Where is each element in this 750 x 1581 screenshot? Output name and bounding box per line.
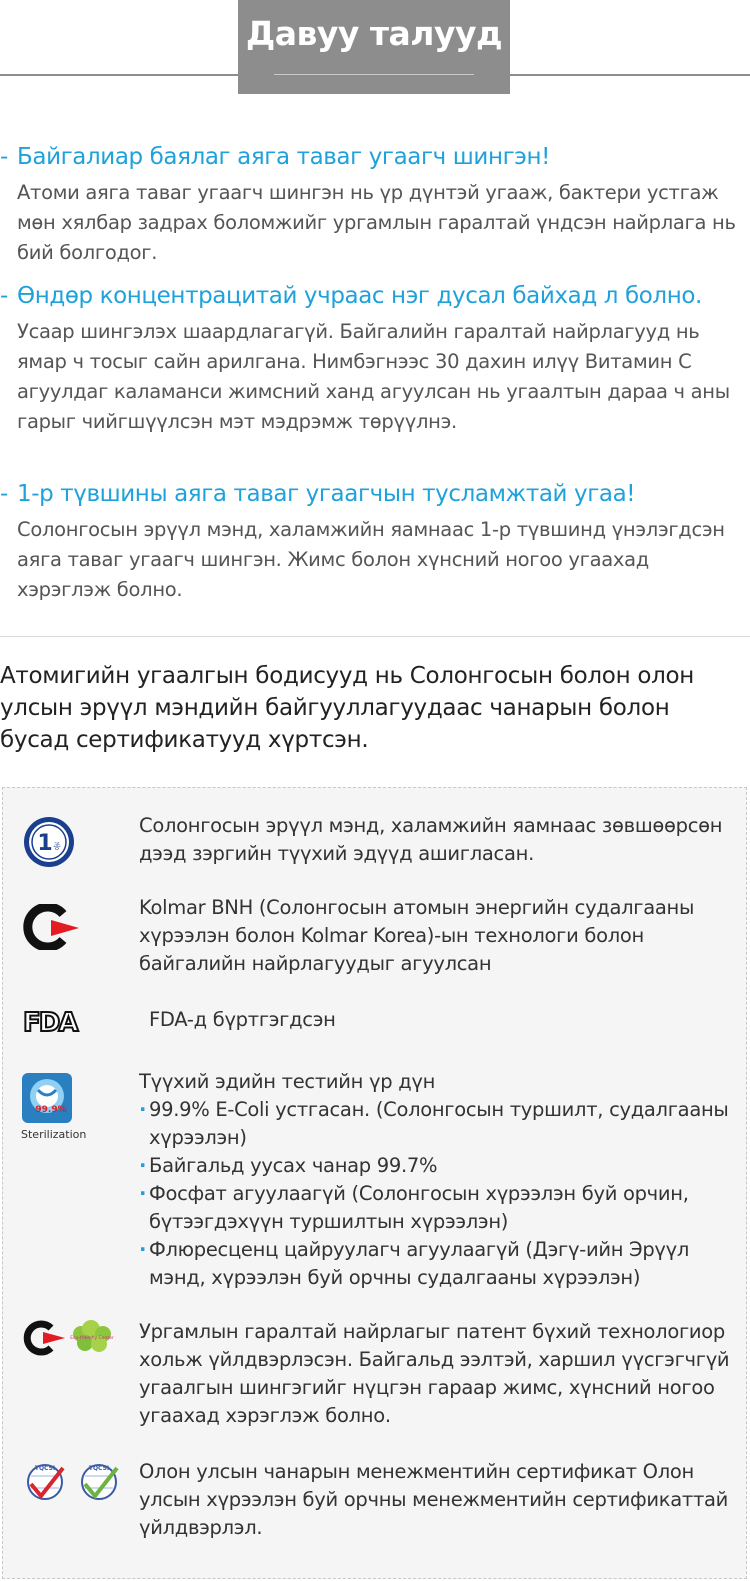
svg-text:TQCSI: TQCSI (34, 1465, 56, 1472)
sterilization-caption: Sterilization (21, 1128, 87, 1141)
certification-text: Солонгосын эрүүл мэнд, халамжийн яамнаас зөвшөөрсөн дээд зэргийн түүхий эдүүд ашигласан. (139, 814, 723, 865)
svg-text:1: 1 (37, 831, 53, 856)
list-item: · 99.9% E-Coli устгасан. (Солонгосын туршилт, судалгааны хүрээлэн) (139, 1096, 734, 1152)
certification-text: Олон улсын чанарын менежментийн сертификат Олон улсын хүрээлэн буй орчны менежментийн сертификаттай үйлдвэрлэл. (139, 1460, 729, 1539)
title-tab (238, 0, 510, 94)
advantage-3 (0, 480, 750, 605)
svg-text:TQCSI: TQCSI (88, 1465, 110, 1472)
advantage-body: Усаар шингэлэх шаардлагагүй. Байгалийн гаралтай найрлагууд нь ямар ч тосыг сайн арилгана. Нимбэгнээс 30 дахин илүү Витамин C агуулдаг каламанси жимсний ханд агуулсан нь угаалтын дараа ч аны гарыг чийгшүүлсэн мэт мэдрэмж төрүүлнэ. (17, 320, 730, 433)
advantage-body: Атоми аяга таваг угаагч шингэн нь үр дүнтэй угааж, бактери устгаж мөн хялбар задрах боломжийг ургамлын гаралтай үндсэн найрлага нь бий болгодог. (17, 181, 736, 264)
list-item: · Фосфат агуулаагүй (Солонгосын хүрээлэн буй орчин, бүтээгдэхүүн туршилтын хүрээлэн) (139, 1180, 734, 1236)
certification-text: FDA-д бүртгэгдсэн (149, 1008, 336, 1031)
list-item: · Байгальд уусах чанар 99.7% (139, 1152, 734, 1180)
tqcsi-logos-icon (23, 1460, 127, 1508)
advantage-heading: - Өндөр концентрацитай учраас нэг дусал байхад л болно. (0, 283, 702, 309)
certification-intro: Атомигийн угаалгын бодисууд нь Солонгосын болон олон улсын эрүүл мэндийн байгууллагуудаас чанарын болон бусад сертификатууд хүртсэн. (0, 663, 695, 753)
page-title: Давуу талууд (245, 14, 503, 53)
sterilization-icon (21, 1072, 73, 1128)
svg-text:종: 종 (53, 842, 61, 851)
certification-text (139, 1068, 734, 1292)
certification-text: Ургамлын гаралтай найрлагыг патент бүхий технологиор хольж үйлдвэрлэсэн. Байгальд ээлтэй, харшил үүсгэгчгүй угаалгын шингэгийг нүцгэн гараар жимс, хүнсний ногоо угаахад хэрэглэж болно. (139, 1320, 730, 1427)
fda-logo-icon (23, 1006, 83, 1040)
svg-text:99.9%: 99.9% (35, 1105, 67, 1115)
advantage-heading: - 1-р түвшины аяга таваг угаагчын тусламжтай угаа! (0, 481, 636, 507)
advantage-2 (0, 282, 750, 437)
section-divider (0, 636, 750, 637)
list-item: · Флюресценц цайруулагч агуулаагүй (Дэгү-ийн Эрүүл мэнд, хүрээлэн буй орчны судалгааны хүрээлэн) (139, 1236, 734, 1292)
kolmar-logo-icon (23, 904, 81, 954)
title-underline (274, 74, 474, 75)
advantage-body: Солонгосын эрүүл мэнд, халамжийн яамнаас 1-р түвшинд үнэлэгдсэн аяга таваг угаагч шингэн. Жимс болон хүнсний ногоо угаахад хэрэглэж болно. (17, 518, 725, 601)
certification-box (2, 787, 747, 1579)
svg-text:Eco-friendly Center: Eco-friendly Center (70, 1336, 114, 1341)
advantage-heading: - Байгалиар баялаг аяга таваг угаагч шингэн! (0, 144, 550, 170)
test-results-list (139, 1096, 734, 1292)
advantage-1 (0, 143, 750, 268)
certification-text: Kolmar BNH (Солонгосын атомын энергийн судалгааны хүрээлэн болон Kolmar Korea)-ын технологи болон байгалийн найрлагуудыг агуулсан (139, 896, 695, 975)
first-grade-seal-icon (23, 816, 75, 872)
svg-text:FDA: FDA (23, 1008, 77, 1036)
test-results-title: Түүхий эдийн тестийн үр дүн (139, 1070, 436, 1093)
patent-eco-logos-icon (21, 1318, 117, 1362)
